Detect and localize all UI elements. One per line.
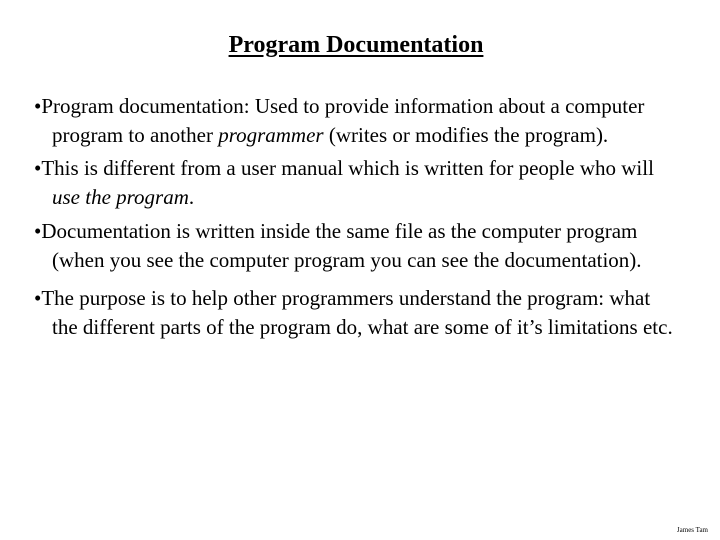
bullet-text: This is different from a user manual which is written for people who will <box>41 156 654 180</box>
bullet-marker: • <box>34 156 42 180</box>
bullet-item <box>34 217 674 275</box>
bullet-item <box>34 92 674 150</box>
slide-title: Program Documentation <box>228 32 484 58</box>
bullet-emphasis: programmer <box>218 123 324 147</box>
bullet-marker: • <box>34 94 42 118</box>
bullet-text: Program documentation: Used to provide information about a computer program to another <box>41 94 645 147</box>
bullet-marker: • <box>34 286 42 310</box>
bullet-text-end: (writes or modifies the program). <box>323 123 609 147</box>
bullet-marker: • <box>34 219 42 243</box>
bullet-text: The purpose is to help other programmers understand the program: what the different parts of the program do, what are some of it’s limitations etc. <box>41 286 673 339</box>
bullet-text: Documentation is written inside the same file as the computer program (when you see the computer program you can see the documentation). <box>41 219 642 272</box>
bullet-text-end: . <box>188 185 195 209</box>
bullet-emphasis: use the program <box>52 185 189 209</box>
bullet-list <box>34 92 674 342</box>
author-footer: James Tam <box>676 526 708 534</box>
bullet-item <box>34 154 674 212</box>
bullet-item <box>34 284 674 342</box>
